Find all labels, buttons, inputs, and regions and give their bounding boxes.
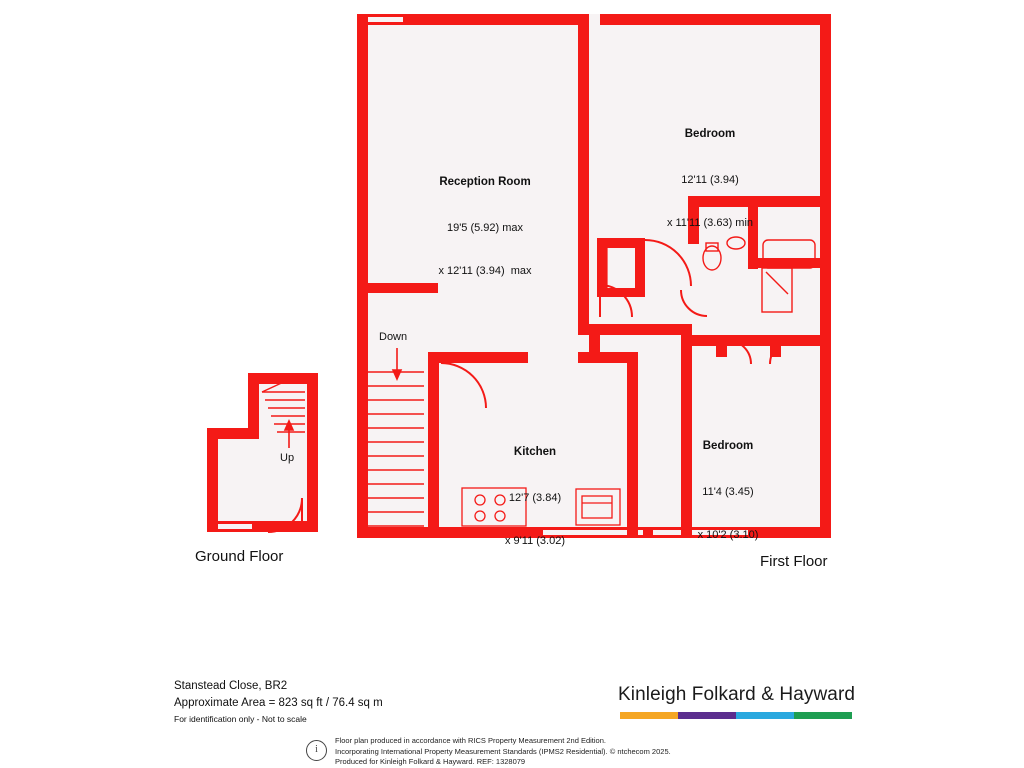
footer-property-details [174, 678, 383, 726]
room-label-bedroom-1: Bedroom 12'11 (3.94) x 11'11 (3.63) min [666, 128, 754, 230]
brand-bar-purple [678, 712, 736, 719]
disclaimer-text [335, 736, 755, 768]
property-area: Approximate Area = 823 sq ft / 76.4 sq m [174, 696, 383, 709]
ground-floor-title: Ground Floor [195, 548, 284, 565]
brand-bar-blue [736, 712, 794, 719]
room-label-kitchen: Kitchen 12'7 (3.84) x 9'11 (3.02) [505, 446, 565, 548]
room-label-bedroom-2: Bedroom 11'4 (3.45) x 10'2 (3.10) [697, 440, 759, 542]
disclaimer-line-3: Produced for Kinleigh Folkard & Hayward. REF: 1328079 [335, 757, 526, 767]
info-icon: i [306, 740, 327, 761]
brand-name: Kinleigh Folkard & Hayward [618, 684, 856, 705]
disclaimer-line-1: Floor plan produced in accordance with RICS Property Measurement 2nd Edition. [335, 736, 606, 745]
stair-label-down: Down [379, 331, 408, 343]
room-label-reception-room: Reception Room 19'5 (5.92) max x 12'11 (3.94) max [438, 176, 532, 278]
identification-note: For identification only - Not to scale [174, 714, 307, 725]
stair-label-up: Up [280, 452, 295, 464]
ground-floor-plan [207, 373, 318, 532]
brand-bar-green [794, 712, 852, 719]
brand-bar-orange [620, 712, 678, 719]
disclaimer-line-2: Incorporating International Property Measurement Standards (IPMS2 Residential). © ntchecom 2025. [335, 746, 671, 756]
property-address: Stanstead Close, BR2 [174, 680, 288, 692]
first-floor-title: First Floor [760, 553, 828, 570]
brand-color-bars [620, 712, 852, 719]
